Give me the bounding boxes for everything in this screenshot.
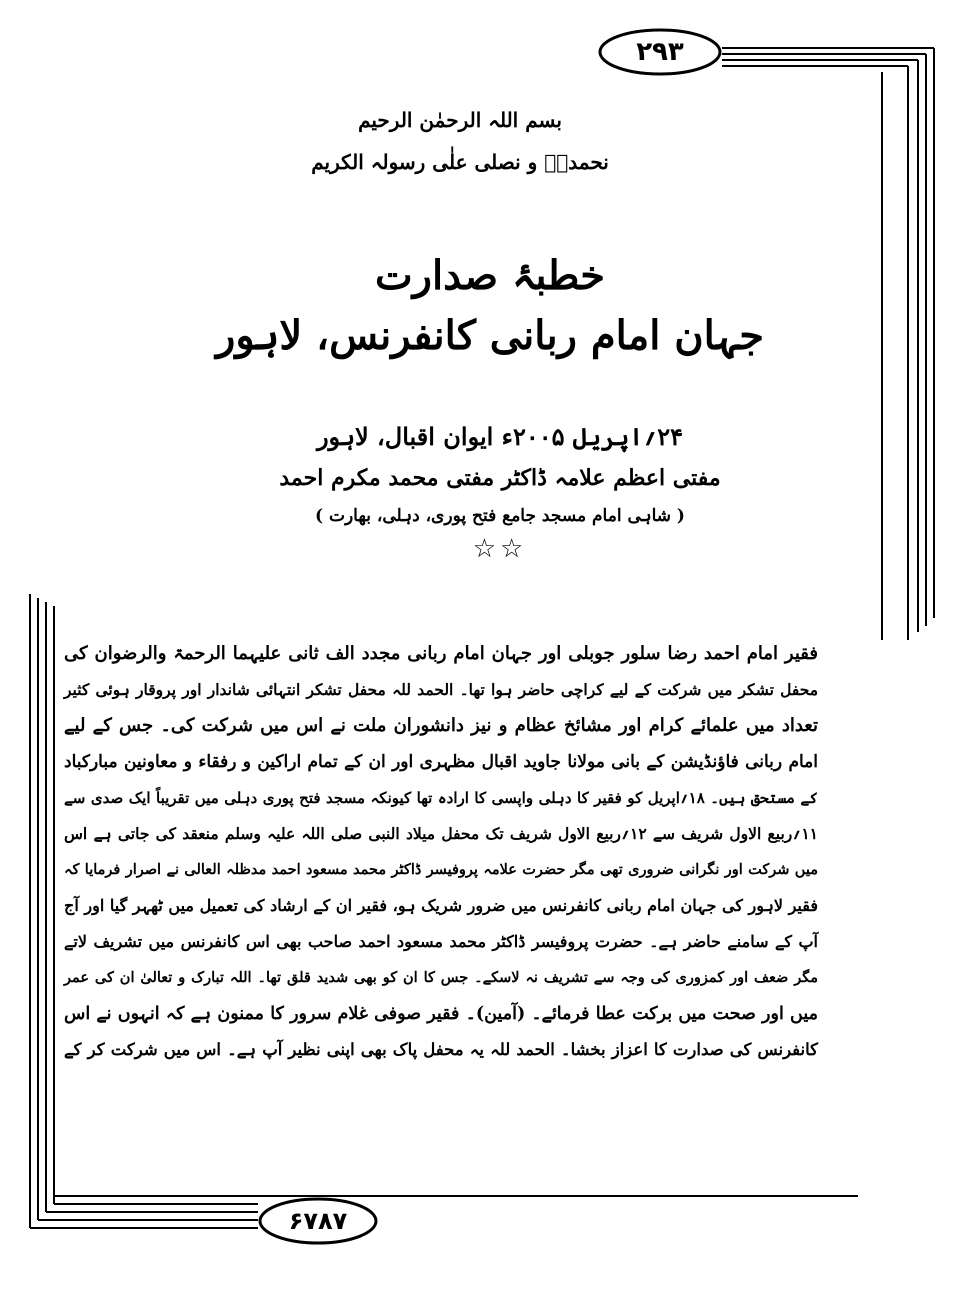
page-subtitle: جہان امام ربانی کانفرنس، لاہور [216,312,764,359]
folio-number: ۶۷۸۷ [288,1207,348,1235]
page-title: خطبۂ صدارت [374,252,606,299]
star-divider-icon: ☆☆ [472,534,528,564]
body-paragraph [64,636,818,1068]
body-line: امام ربانی فاؤنڈیشن کے بانی مولانا جاوید اقبال مظہری اور ان کے تمام اراکین و رفقاء و معاونین مبارکباد [64,752,818,772]
author-affiliation: ( شاہی امام مسجد جامع فتح پوری، دہلی، بھارت ) [315,506,685,526]
invocation: بسم اللہ الرحمٰن الرحیم [358,108,562,132]
body-line: محفل تشکر میں شرکت کے لیے کراچی حاضر ہوا تھا۔ الحمد للہ محفل تشکر انتہائی شاندار اور پروقار ہوئی کثیر [64,680,818,699]
body-line: فقیر لاہور کی جہان امام ربانی کانفرنس میں ضرور شریک ہو، فقیر ان کے ارشاد کی تعمیل میں ٹھہر گیا اور آج [64,896,818,915]
body-line: کانفرنس کی صدارت کا اعزاز بخشا۔ الحمد للہ یہ محفل پاک بھی اپنی نظیر آپ ہے۔ اس میں شرکت کر کے [64,1040,818,1059]
header-block [250,108,670,174]
body-line: فقیر امام احمد رضا سلور جوبلی اور جہان امام ربانی مجدد الف ثانی علیہما الرحمۃ والرضوان کی [64,643,818,664]
title-block [180,248,800,368]
body-line: تعداد میں علمائے کرام اور مشائخ عظام و نیز دانشوران ملت نے اس میں شرکت کی۔ جس کے لیے [64,715,818,736]
date-venue: ۲۴؍اپریل ۲۰۰۵ء ایوان اقبال، لاہور [316,422,684,451]
author-name: مفتی اعظم علامہ ڈاکٹر مفتی محمد مکرم احمد [279,465,721,491]
page-number: ۲۹۳ [636,37,684,67]
body-line: کے مستحق ہیں۔ ۱۸؍اپریل کو فقیر کا دہلی واپسی کا ارادہ تھا کیونکہ مسجد فتح پوری دہلی میں تقریباً ایک صدی سے [64,789,818,807]
body-line: میں شرکت اور نگرانی ضروری تھی مگر حضرت علامہ پروفیسر ڈاکٹر محمد مسعود احمد مدظلہ العالی نے اصرار فرمایا کہ [64,861,818,878]
body-line: ۱۱؍ربیع الاول شریف سے ۱۲؍ربیع الاول شریف تک محفل میلاد النبی صلی اللہ علیہ وسلم منعقد کی جاتی ہے اس [64,824,818,843]
body-line: آپ کے سامنے حاضر ہے۔ حضرت پروفیسر ڈاکٹر محمد مسعود احمد صاحب بھی اس کانفرنس میں تشریف لاتے [64,932,818,951]
body-line: مگر ضعف اور کمزوری کی وجہ سے تشریف نہ لاسکے۔ جس کا ان کو بھی شدید قلق تھا۔ اللہ تبارک و تعالیٰ ان کی عمر [64,969,818,986]
salutation: نحمدہٗ و نصلی علٰی رسولہ الکریم [311,150,609,174]
body-line: میں اور صحت میں برکت عطا فرمائے۔ (آمین)۔ فقیر صوفی غلام سرور کا ممنون ہے کہ انہوں نے اس [64,1004,818,1024]
meta-block [220,418,780,566]
